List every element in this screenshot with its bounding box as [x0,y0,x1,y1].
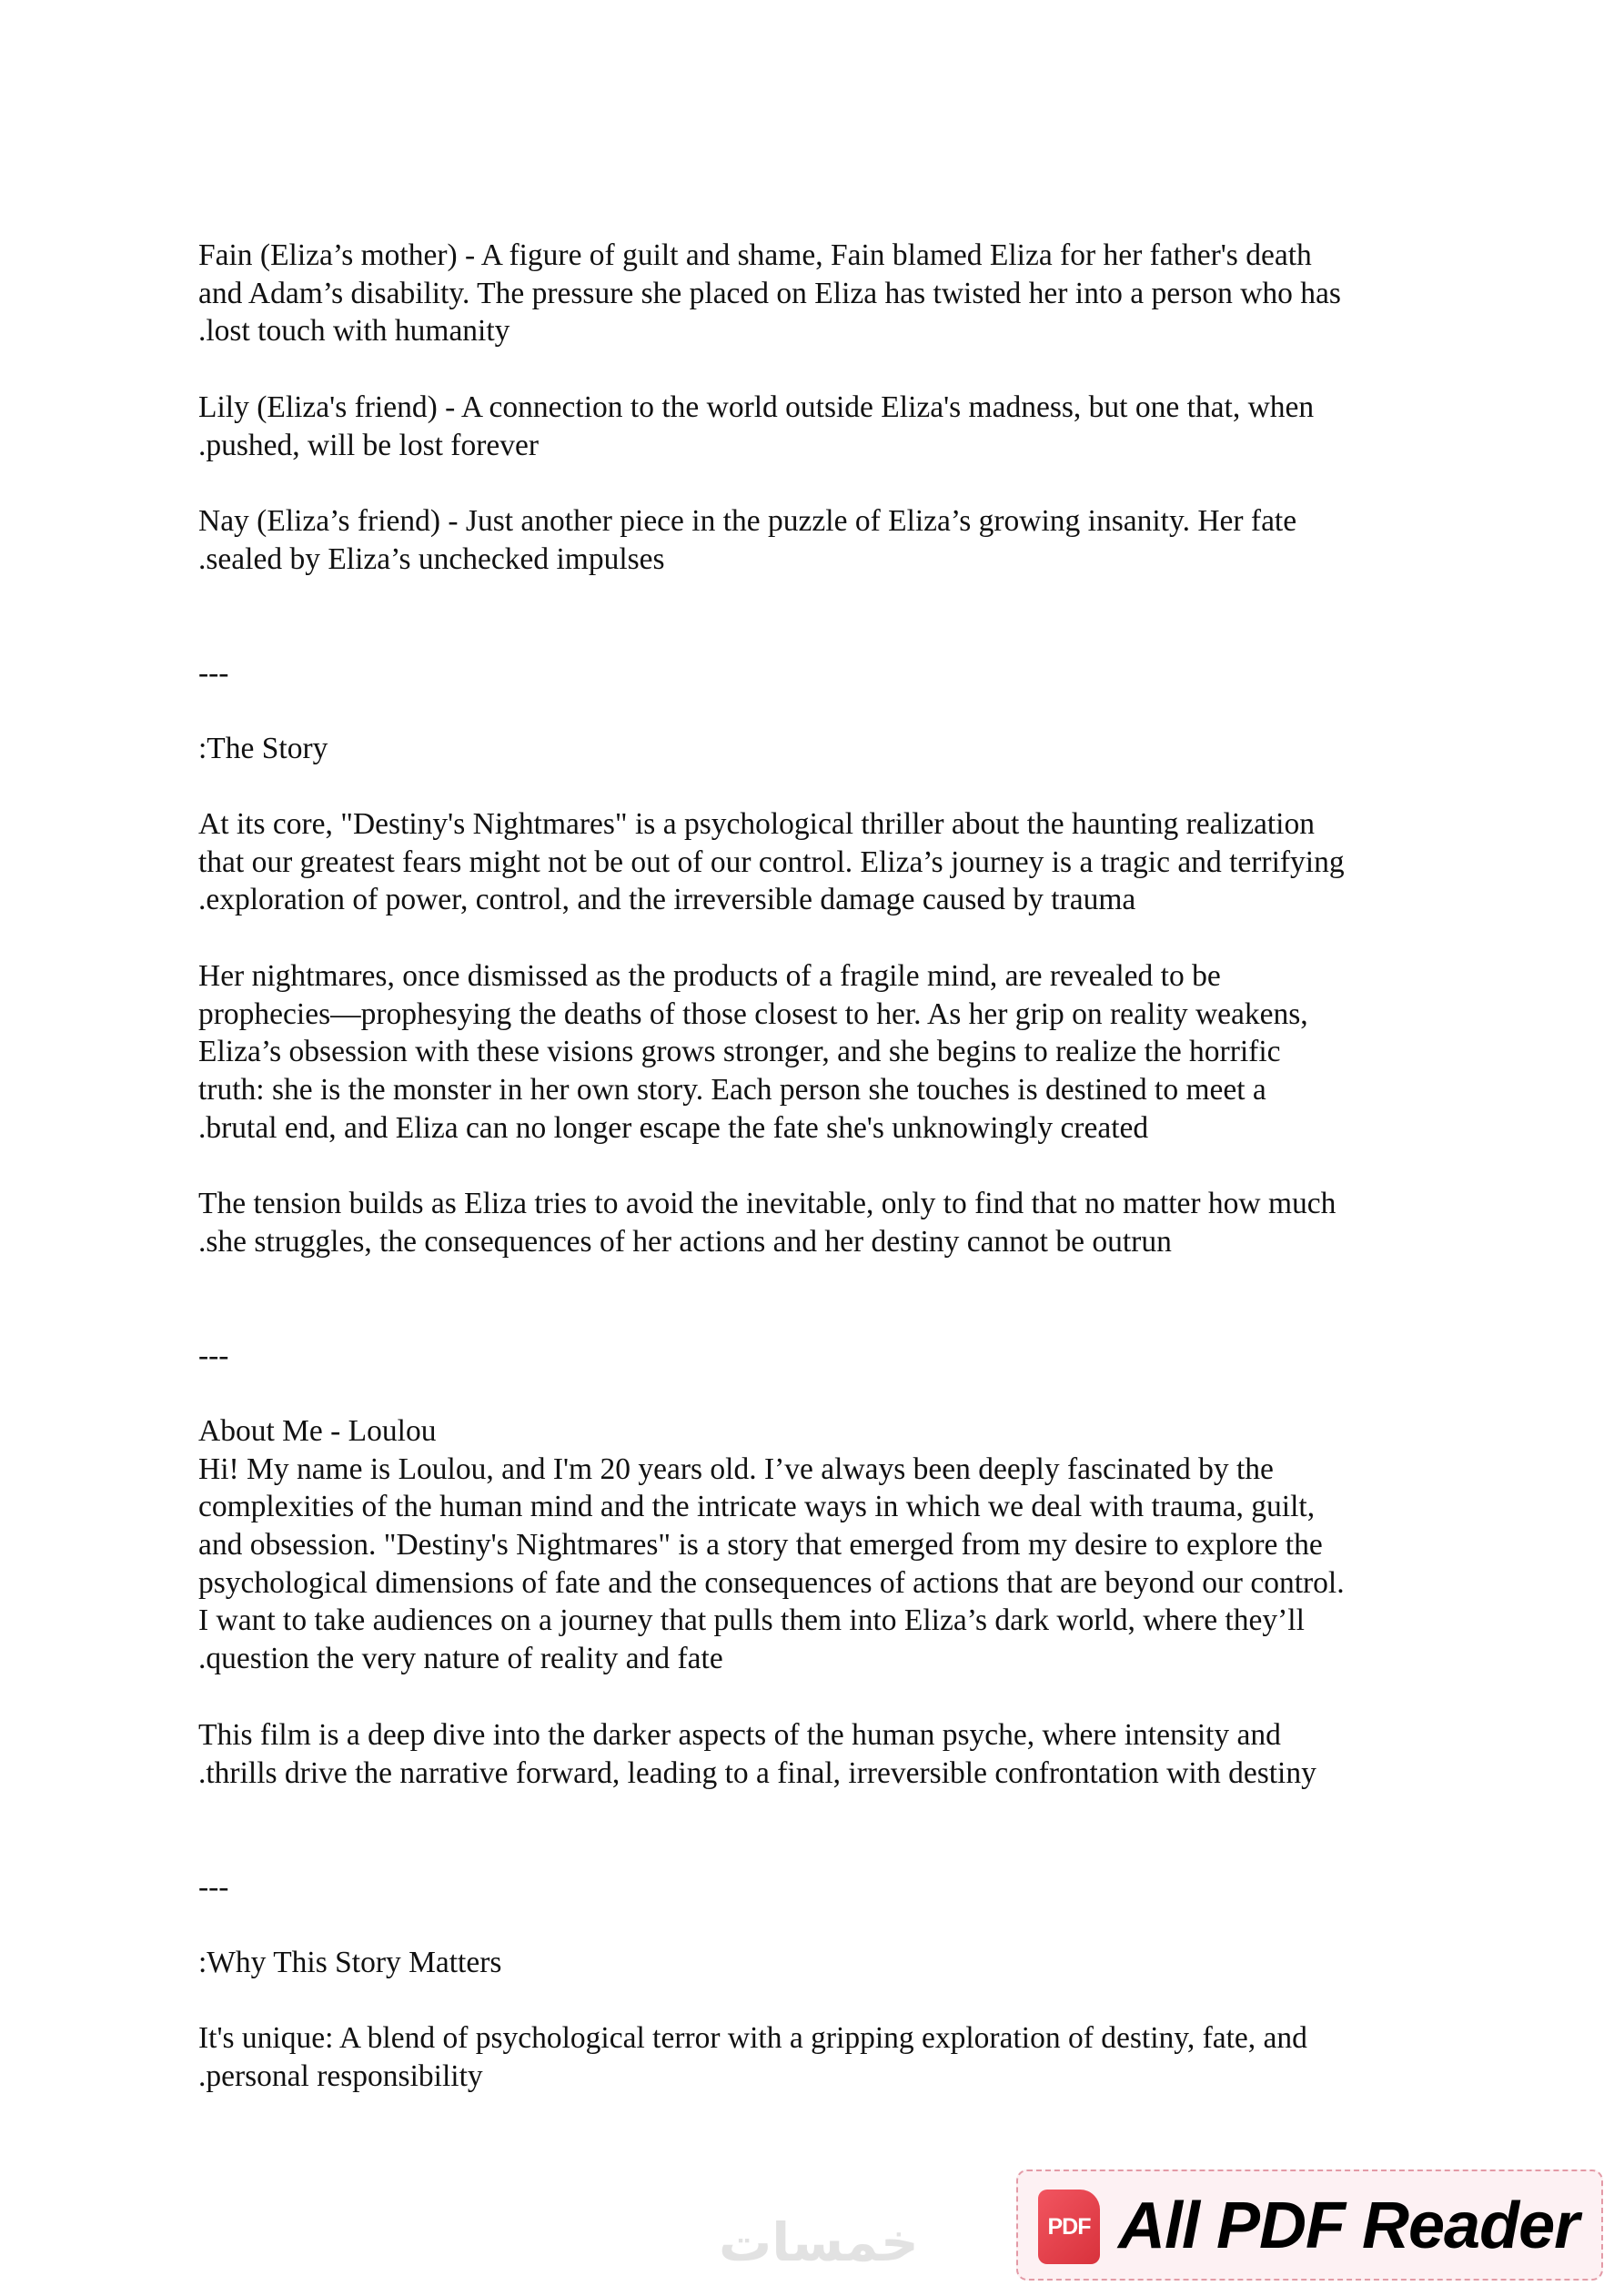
app-name: All PDF Reader [1118,2190,1579,2262]
text-line: :The Story [198,732,328,765]
text-line: that our greatest fears might not be out of our control. Eliza’s journey is a tragic and terrifying [198,845,1345,879]
text-line: This film is a deep dive into the darker aspects of the human psyche, where intensity and [198,1718,1281,1752]
text-line: Lily (Eliza's friend) - A connection to the world outside Eliza's madness, but one that, when [198,390,1315,424]
text-line: prophecies—prophesying the deaths of those closest to her. As her grip on reality weakens, [198,996,1308,1031]
text-line: .brutal end, and Eliza can no longer escape the fate she's unknowingly created [198,1110,1149,1145]
text-line: The tension builds as Eliza tries to avoid the inevitable, only to find that no matter how much [198,1187,1337,1220]
text-line: It's unique: A blend of psychological terror with a gripping exploration of destiny, fate, and [198,2021,1307,2055]
text-line: .question the very nature of reality and fate [198,1642,723,1676]
text-line: .she struggles, the consequences of her actions and her destiny cannot be outrun [198,1224,1172,1259]
paragraph [198,502,1472,578]
text-line: Fain (Eliza’s mother) - A figure of guilt and shame, Fain blamed Eliza for her father's death [198,238,1312,272]
text-line: --- [198,1870,229,1904]
paragraph [198,1944,1472,1982]
paragraph [198,1412,1472,1678]
text-line: .pushed, will be lost forever [198,428,539,462]
paragraph [198,1716,1472,1792]
text-line: and Adam’s disability. The pressure she placed on Eliza has twisted her into a person who has [198,276,1341,310]
text-line: truth: she is the monster in her own story. Each person she touches is destined to meet a [198,1073,1266,1108]
paragraph [198,730,1472,768]
text-line: I want to take audiences on a journey that pulls them into Eliza’s dark world, where they’ll [198,1603,1305,1638]
section-divider [198,654,1472,693]
paragraph [198,805,1472,919]
text-line: and obsession. "Destiny's Nightmares" is a story that emerged from my desire to explore the [198,1528,1323,1563]
text-line: :Why This Story Matters [198,1946,502,1979]
text-line: complexities of the human mind and the intricate ways in which we deal with trauma, guilt, [198,1490,1316,1524]
pdf-file-icon: PDF [1038,2190,1100,2264]
text-line: .personal responsibility [198,2058,483,2093]
paragraph [198,237,1472,350]
text-line: About Me - Loulou [198,1414,437,1448]
paragraph [198,2019,1472,2095]
section-divider [198,1337,1472,1375]
text-line: Her nightmares, once dismissed as the products of a fragile mind, are revealed to be [198,959,1221,993]
text-line: Eliza’s obsession with these visions grows stronger, and she begins to realize the horrific [198,1035,1281,1069]
paragraph [198,957,1472,1147]
khamsat-watermark: خمسات [719,2211,919,2273]
paragraph [198,389,1472,464]
text-line: Nay (Eliza’s friend) - Just another piece in the puzzle of Eliza’s growing insanity. Her fate [198,504,1297,538]
paragraph [198,1185,1472,1260]
section-divider [198,1868,1472,1907]
text-line: At its core, "Destiny's Nightmares" is a psychological thriller about the haunting realization [198,807,1315,841]
text-line: .exploration of power, control, and the irreversible damage caused by trauma [198,883,1136,917]
text-line: Hi! My name is Loulou, and I'm 20 years old. I’ve always been deeply fascinated by the [198,1451,1274,1486]
text-line: .lost touch with humanity [198,314,510,349]
text-line: --- [198,1339,229,1372]
text-line: psychological dimensions of fate and the consequences of actions that are beyond our control. [198,1565,1345,1600]
text-line: .sealed by Eliza’s unchecked impulses [198,541,665,576]
text-line: .thrills drive the narrative forward, leading to a final, irreversible confrontation with destiny [198,1755,1316,1790]
text-line: --- [198,656,229,690]
all-pdf-reader-badge[interactable] [1016,2170,1603,2281]
